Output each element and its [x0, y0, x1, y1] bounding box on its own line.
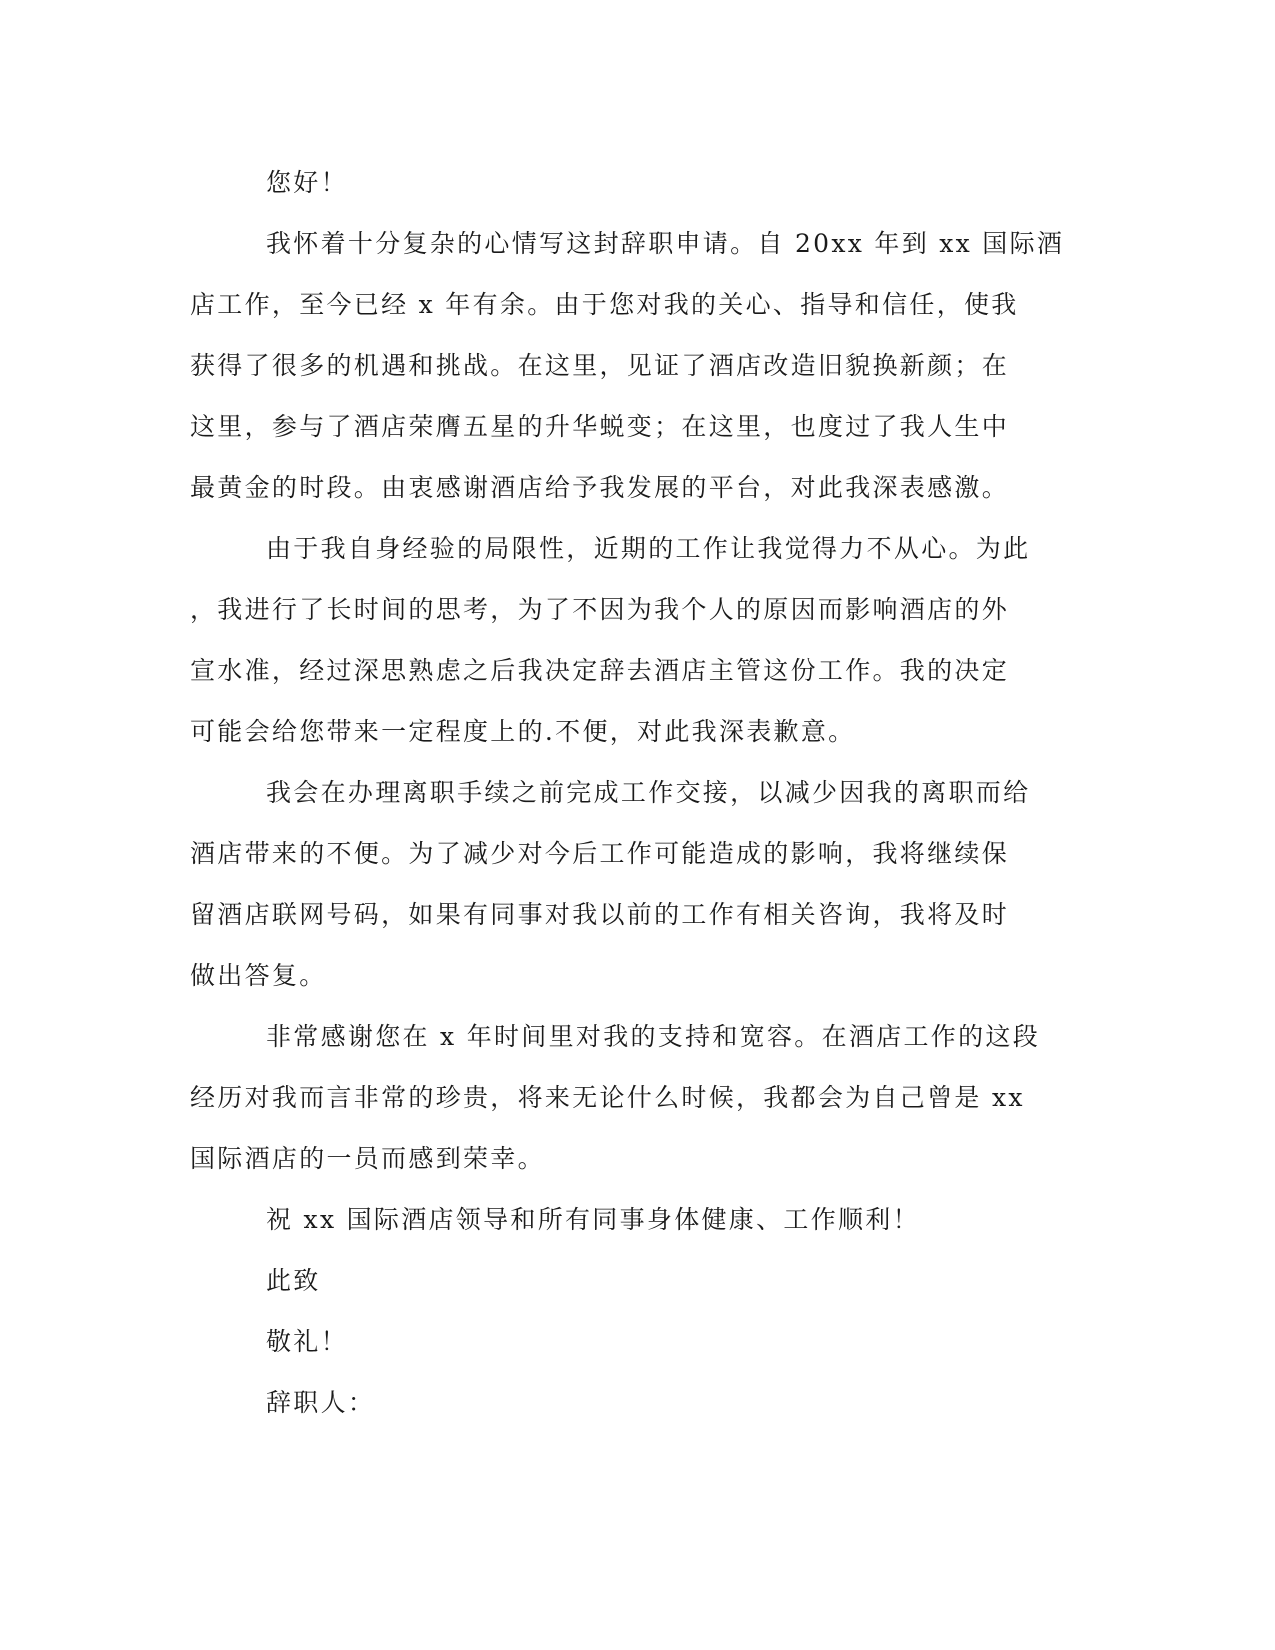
salutation-line: 敬礼！: [266, 1327, 348, 1356]
paragraph-4-line-3: 国际酒店的一员而感到荣幸。: [190, 1144, 545, 1173]
paragraph-3-line-4: 做出答复。: [190, 961, 327, 990]
letter-body: [190, 168, 1080, 1449]
wishes-line: 祝 xx 国际酒店领导和所有同事身体健康、工作顺利！: [266, 1205, 920, 1234]
paragraph-2-line-2: ，我进行了长时间的思考，为了不因为我个人的原因而影响酒店的外: [190, 595, 1010, 624]
paragraph-2-line-1: 由于我自身经验的局限性，近期的工作让我觉得力不从心。为此: [266, 534, 1031, 563]
greeting-line: 您好！: [266, 168, 348, 197]
closing-line: 此致: [266, 1266, 321, 1295]
paragraph-2-line-4: 可能会给您带来一定程度上的.不便，对此我深表歉意。: [190, 717, 856, 746]
paragraph-4-line-2: 经历对我而言非常的珍贵，将来无论什么时候，我都会为自己曾是 xx: [190, 1083, 1025, 1112]
paragraph-2-line-3: 宣水准，经过深思熟虑之后我决定辞去酒店主管这份工作。我的决定: [190, 656, 1010, 685]
paragraph-1-line-1: 我怀着十分复杂的心情写这封辞职申请。自 20xx 年到 xx 国际酒: [266, 229, 1065, 258]
signature-label: 辞职人：: [266, 1388, 376, 1417]
paragraph-1-line-4: 这里，参与了酒店荣膺五星的升华蜕变；在这里，也度过了我人生中: [190, 412, 1010, 441]
paragraph-1-line-3: 获得了很多的机遇和挑战。在这里，见证了酒店改造旧貌换新颜；在: [190, 351, 1010, 380]
paragraph-1-line-2: 店工作，至今已经 x 年有余。由于您对我的关心、指导和信任，使我: [190, 290, 1019, 319]
paragraph-3-line-1: 我会在办理离职手续之前完成工作交接，以减少因我的离职而给: [266, 778, 1031, 807]
paragraph-4-line-1: 非常感谢您在 x 年时间里对我的支持和宽容。在酒店工作的这段: [266, 1022, 1040, 1051]
paragraph-1-line-5: 最黄金的时段。由衷感谢酒店给予我发展的平台，对此我深表感激。: [190, 473, 1010, 502]
paragraph-3-line-2: 酒店带来的不便。为了减少对今后工作可能造成的影响，我将继续保: [190, 839, 1010, 868]
paragraph-3-line-3: 留酒店联网号码，如果有同事对我以前的工作有相关咨询，我将及时: [190, 900, 1010, 929]
